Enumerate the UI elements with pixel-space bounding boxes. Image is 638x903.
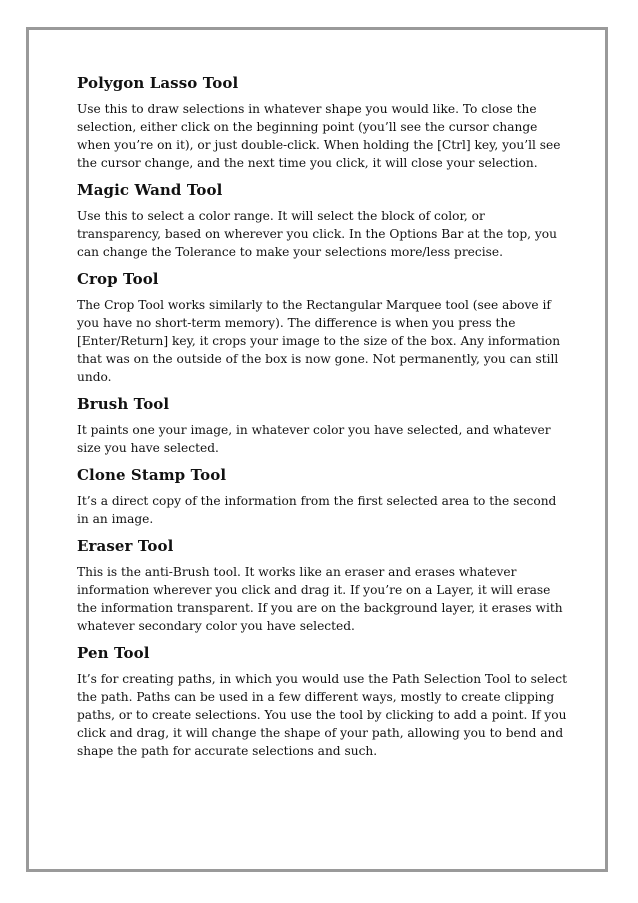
section-paragraph: Use this to draw selections in whatever shape you would like. To close the selection, either click on the beginning point (you’ll see the cursor change when you’re on it), or just double-click. When holding the [Ctrl] key, you’ll see the cursor change, and the next time you click, it will close your selection. [77,102,561,170]
document-content [77,74,567,769]
section-heading: Pen Tool [77,644,150,662]
section-heading: Polygon Lasso Tool [77,74,239,92]
section-clone-stamp-tool [77,466,567,528]
section-pen-tool [77,644,567,760]
section-brush-tool [77,395,567,457]
section-heading: Eraser Tool [77,537,174,555]
section-magic-wand-tool [77,181,567,261]
section-crop-tool [77,270,567,386]
section-paragraph: The Crop Tool works similarly to the Rectangular Marquee tool (see above if you have no short-term memory). The difference is when you press the [Enter/Return] key, it crops your image to the size of the box. Any information that was on the outside of the box is now gone. Not permanently, you can still undo. [77,298,561,384]
section-heading: Crop Tool [77,270,159,288]
section-heading: Magic Wand Tool [77,181,223,199]
section-polygon-lasso-tool [77,74,567,172]
section-eraser-tool [77,537,567,635]
section-heading: Brush Tool [77,395,170,413]
section-paragraph: It paints one your image, in whatever color you have selected, and whatever size you have selected. [77,423,551,455]
section-paragraph: This is the anti-Brush tool. It works like an eraser and erases whatever information wherever you click and drag it. If you’re on a Layer, it will erase the information transparent. If you are on the background layer, it erases with whatever secondary color you have selected. [77,565,563,633]
section-paragraph: It’s for creating paths, in which you would use the Path Selection Tool to select the path. Paths can be used in a few different ways, mostly to create clipping paths, or to create selections. You use the tool by clicking to add a point. If you click and drag, it will change the shape of your path, allowing you to bend and shape the path for accurate selections and such. [77,672,567,758]
section-paragraph: It’s a direct copy of the information from the first selected area to the second in an image. [77,494,557,526]
section-paragraph: Use this to select a color range. It will select the block of color, or transparency, based on wherever you click. In the Options Bar at the top, you can change the Tolerance to make your selections more/less precise. [77,209,557,259]
section-heading: Clone Stamp Tool [77,466,227,484]
